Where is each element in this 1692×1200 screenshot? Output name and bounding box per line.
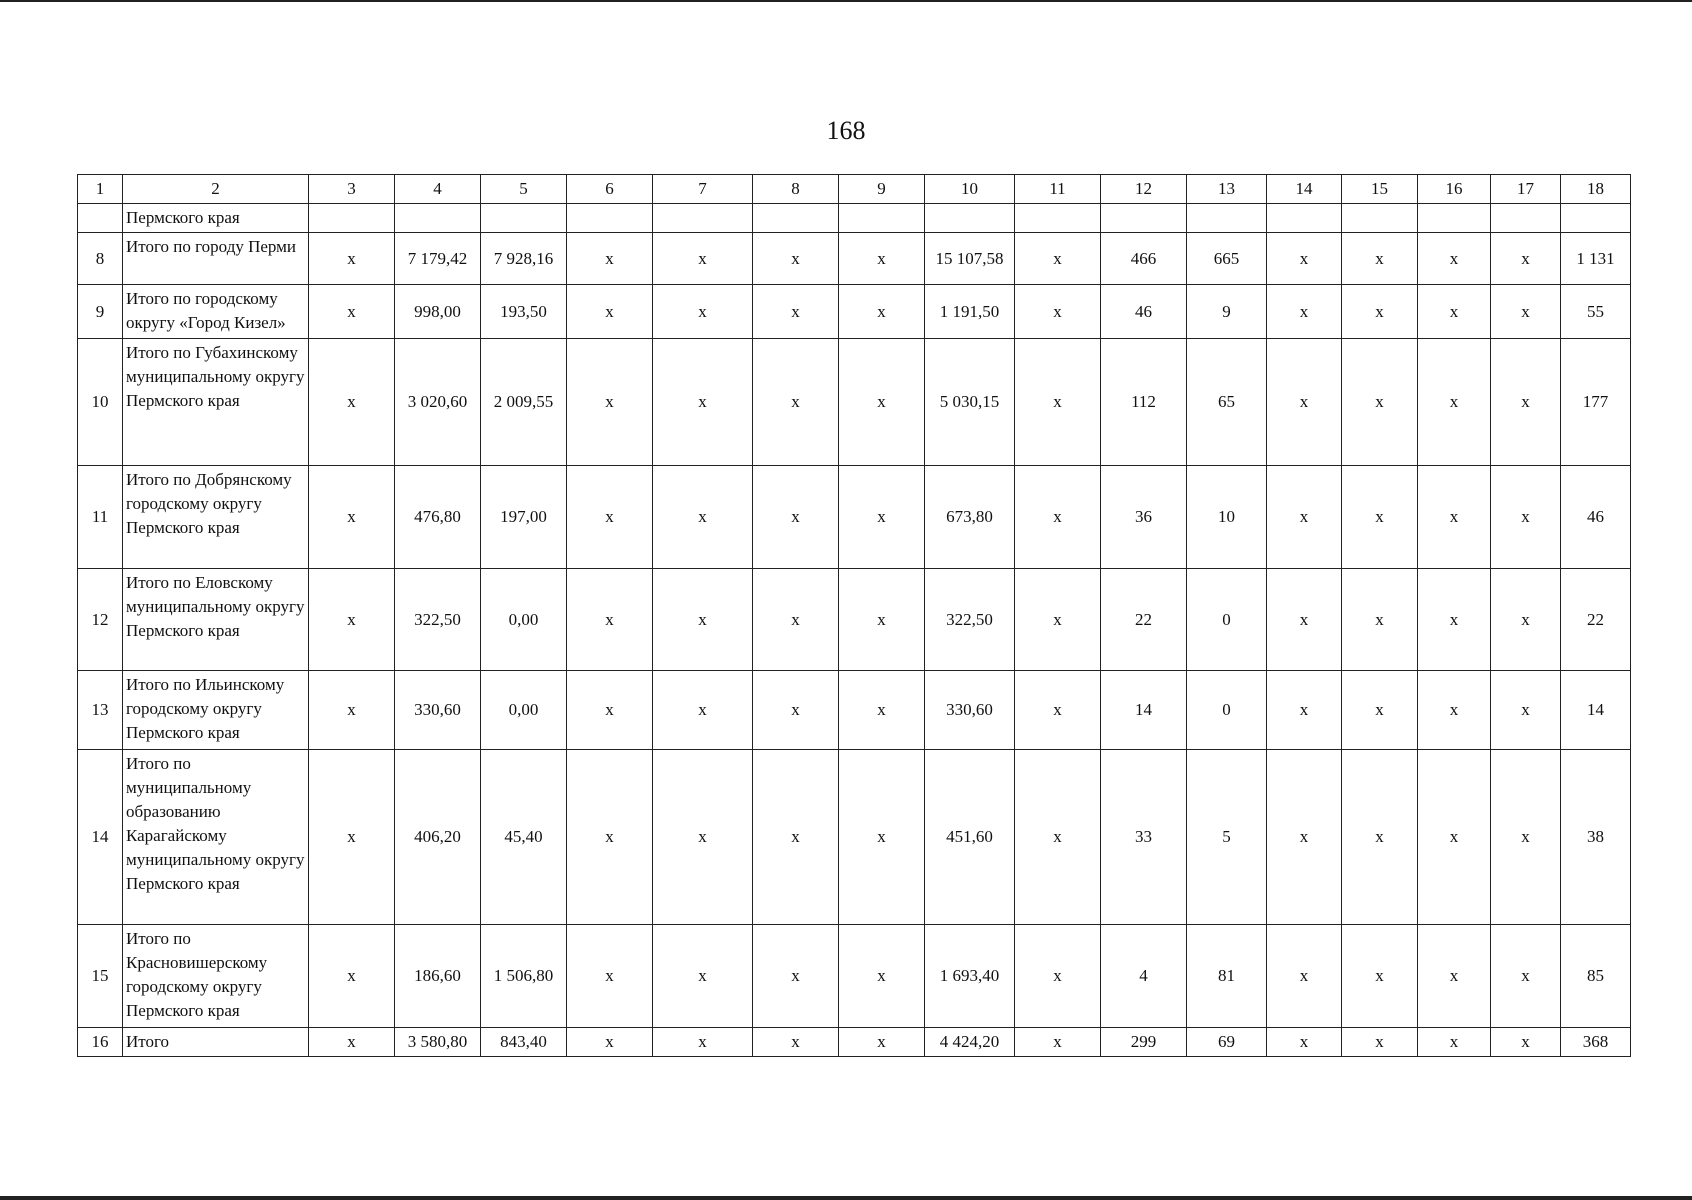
table-cell: 15 107,58 <box>925 233 1015 285</box>
table-cell: 998,00 <box>395 285 481 339</box>
table-row <box>78 671 1631 750</box>
table-cell: х <box>1342 285 1418 339</box>
column-header: 3 <box>309 175 395 204</box>
table-cell: х <box>753 339 839 466</box>
row-number-cell: 14 <box>78 750 123 925</box>
column-header: 2 <box>123 175 309 204</box>
table-cell: х <box>839 569 925 671</box>
table-cell <box>1187 204 1267 233</box>
table-cell: 330,60 <box>395 671 481 750</box>
column-header: 9 <box>839 175 925 204</box>
row-number-cell: 12 <box>78 569 123 671</box>
table-cell: х <box>1491 233 1561 285</box>
table-row <box>78 339 1631 466</box>
table-cell <box>309 204 395 233</box>
table-cell: 9 <box>1187 285 1267 339</box>
table-cell: х <box>1342 233 1418 285</box>
table-cell: 7 179,42 <box>395 233 481 285</box>
row-number-cell: 9 <box>78 285 123 339</box>
column-header: 8 <box>753 175 839 204</box>
table-cell: х <box>1267 339 1342 466</box>
table-cell: х <box>567 466 653 569</box>
table-cell: х <box>1491 466 1561 569</box>
table-cell: х <box>1015 466 1101 569</box>
row-name-cell: Итого по Ильинскому городскому округу Пермского края <box>123 671 309 750</box>
column-header: 18 <box>1561 175 1631 204</box>
table-cell: х <box>309 569 395 671</box>
table-cell: 22 <box>1561 569 1631 671</box>
table-cell: х <box>1491 569 1561 671</box>
table-cell: х <box>567 671 653 750</box>
table-cell: х <box>309 671 395 750</box>
table-cell: х <box>309 925 395 1028</box>
table-cell: х <box>1267 671 1342 750</box>
table-cell: 81 <box>1187 925 1267 1028</box>
table-cell: х <box>1267 1028 1342 1057</box>
table-cell: 36 <box>1101 466 1187 569</box>
table-cell: х <box>653 285 753 339</box>
table-cell: 0,00 <box>481 569 567 671</box>
table-cell: 186,60 <box>395 925 481 1028</box>
table-cell: х <box>1418 466 1491 569</box>
table-cell: х <box>309 339 395 466</box>
table-cell: 368 <box>1561 1028 1631 1057</box>
row-number-cell: 16 <box>78 1028 123 1057</box>
column-header: 17 <box>1491 175 1561 204</box>
table-cell: 406,20 <box>395 750 481 925</box>
table-cell: х <box>567 233 653 285</box>
table-cell: х <box>1342 466 1418 569</box>
table-cell: 197,00 <box>481 466 567 569</box>
table-cell: х <box>1342 339 1418 466</box>
table-cell: 322,50 <box>395 569 481 671</box>
table-cell: 466 <box>1101 233 1187 285</box>
data-table <box>77 174 1631 1057</box>
table-cell: х <box>1267 925 1342 1028</box>
table-cell: х <box>1491 671 1561 750</box>
column-header: 10 <box>925 175 1015 204</box>
table-cell: 5 <box>1187 750 1267 925</box>
table-cell: х <box>567 750 653 925</box>
table-cell: х <box>1267 285 1342 339</box>
table-cell <box>481 204 567 233</box>
table-cell: х <box>1015 671 1101 750</box>
table-cell <box>1267 204 1342 233</box>
table-cell: х <box>1418 750 1491 925</box>
table-cell: х <box>1015 339 1101 466</box>
table-cell: х <box>309 750 395 925</box>
table-cell: х <box>1015 233 1101 285</box>
table-row <box>78 466 1631 569</box>
row-name-cell: Итого по Губахинскому муниципальному округу Пермского края <box>123 339 309 466</box>
table-row <box>78 750 1631 925</box>
table-cell: х <box>1015 285 1101 339</box>
table-cell: 65 <box>1187 339 1267 466</box>
column-header: 15 <box>1342 175 1418 204</box>
table-cell: х <box>1418 339 1491 466</box>
table-row <box>78 233 1631 285</box>
table-cell: х <box>309 1028 395 1057</box>
table-cell: х <box>839 671 925 750</box>
table-cell: х <box>839 1028 925 1057</box>
table-cell: х <box>653 466 753 569</box>
table-cell: х <box>1418 1028 1491 1057</box>
table-cell: х <box>1418 233 1491 285</box>
column-header: 5 <box>481 175 567 204</box>
table-cell: 193,50 <box>481 285 567 339</box>
table-cell: 4 424,20 <box>925 1028 1015 1057</box>
table-cell: 476,80 <box>395 466 481 569</box>
table-cell: 0 <box>1187 671 1267 750</box>
table-cell: х <box>653 925 753 1028</box>
table-cell: х <box>753 285 839 339</box>
table-cell: х <box>753 1028 839 1057</box>
table-cell: х <box>839 233 925 285</box>
table-row <box>78 204 1631 233</box>
table-cell: 55 <box>1561 285 1631 339</box>
table-cell: х <box>753 466 839 569</box>
table-cell: х <box>839 339 925 466</box>
row-number-cell <box>78 204 123 233</box>
row-number-cell: 10 <box>78 339 123 466</box>
table-cell: 46 <box>1101 285 1187 339</box>
table-cell: 7 928,16 <box>481 233 567 285</box>
table-cell: х <box>753 569 839 671</box>
row-name-cell: Итого <box>123 1028 309 1057</box>
table-cell: 3 580,80 <box>395 1028 481 1057</box>
table-cell: х <box>1267 569 1342 671</box>
table-cell <box>753 204 839 233</box>
table-cell: х <box>653 339 753 466</box>
column-header: 4 <box>395 175 481 204</box>
table-cell: 177 <box>1561 339 1631 466</box>
table-cell: х <box>567 285 653 339</box>
column-header: 12 <box>1101 175 1187 204</box>
table-cell: х <box>1491 1028 1561 1057</box>
table-cell: 0,00 <box>481 671 567 750</box>
table-cell: х <box>1418 569 1491 671</box>
table-cell: х <box>839 285 925 339</box>
table-cell: х <box>653 750 753 925</box>
table-cell: х <box>1015 1028 1101 1057</box>
table-cell: 10 <box>1187 466 1267 569</box>
table-cell <box>839 204 925 233</box>
table-cell: 38 <box>1561 750 1631 925</box>
table-cell: х <box>567 569 653 671</box>
table-cell: 0 <box>1187 569 1267 671</box>
column-header: 6 <box>567 175 653 204</box>
table-cell: х <box>1418 671 1491 750</box>
table-cell: 2 009,55 <box>481 339 567 466</box>
row-number-cell: 8 <box>78 233 123 285</box>
table-cell <box>1418 204 1491 233</box>
row-name-cell: Итого по Красновишерскому городскому округу Пермского края <box>123 925 309 1028</box>
row-number-cell: 11 <box>78 466 123 569</box>
scan-bottom-edge <box>0 1196 1692 1200</box>
table-cell: х <box>1015 925 1101 1028</box>
table-cell: х <box>753 750 839 925</box>
table-cell: х <box>653 569 753 671</box>
table-cell <box>1015 204 1101 233</box>
table-row <box>78 569 1631 671</box>
table-cell: х <box>1342 925 1418 1028</box>
table-header-row <box>78 175 1631 204</box>
scan-top-edge <box>0 0 1692 2</box>
table-cell: х <box>309 285 395 339</box>
table-cell: х <box>1491 925 1561 1028</box>
table-cell <box>1342 204 1418 233</box>
table-cell: х <box>567 1028 653 1057</box>
table-cell: х <box>1015 750 1101 925</box>
table-cell: 322,50 <box>925 569 1015 671</box>
table-cell: х <box>1342 750 1418 925</box>
table-cell: х <box>1491 750 1561 925</box>
table-row <box>78 285 1631 339</box>
table-cell <box>1561 204 1631 233</box>
table-cell: х <box>653 1028 753 1057</box>
table-cell: х <box>1342 569 1418 671</box>
table-cell: 299 <box>1101 1028 1187 1057</box>
table-cell: 22 <box>1101 569 1187 671</box>
table-cell <box>925 204 1015 233</box>
table-cell: х <box>1342 671 1418 750</box>
table-cell: 3 020,60 <box>395 339 481 466</box>
table-cell: 5 030,15 <box>925 339 1015 466</box>
table-cell: 451,60 <box>925 750 1015 925</box>
table-cell: х <box>1342 1028 1418 1057</box>
table-cell: 69 <box>1187 1028 1267 1057</box>
table-cell: х <box>653 233 753 285</box>
row-name-cell: Пермского края <box>123 204 309 233</box>
table-cell: 843,40 <box>481 1028 567 1057</box>
column-header: 14 <box>1267 175 1342 204</box>
table-cell: х <box>839 466 925 569</box>
table-cell: х <box>839 925 925 1028</box>
table-cell: 330,60 <box>925 671 1015 750</box>
table-cell: 4 <box>1101 925 1187 1028</box>
table-cell: 665 <box>1187 233 1267 285</box>
table-cell: 1 131 <box>1561 233 1631 285</box>
table-cell: х <box>1418 285 1491 339</box>
table-cell: 1 191,50 <box>925 285 1015 339</box>
table-cell: х <box>753 233 839 285</box>
table-cell <box>1491 204 1561 233</box>
table-cell <box>1101 204 1187 233</box>
table-cell <box>653 204 753 233</box>
table-cell: 46 <box>1561 466 1631 569</box>
table-cell: 14 <box>1561 671 1631 750</box>
table-row <box>78 1028 1631 1057</box>
column-header: 13 <box>1187 175 1267 204</box>
table-cell: 45,40 <box>481 750 567 925</box>
table-cell: х <box>753 671 839 750</box>
table-cell: х <box>1491 285 1561 339</box>
column-header: 16 <box>1418 175 1491 204</box>
table-cell: х <box>839 750 925 925</box>
table-cell: 33 <box>1101 750 1187 925</box>
column-header: 7 <box>653 175 753 204</box>
table-cell: х <box>1267 233 1342 285</box>
table-cell: х <box>1418 925 1491 1028</box>
row-name-cell: Итого по городскому округу «Город Кизел» <box>123 285 309 339</box>
column-header: 11 <box>1015 175 1101 204</box>
row-name-cell: Итого по муниципальному образованию Карагайскому муниципальному округу Пермского края <box>123 750 309 925</box>
row-name-cell: Итого по Еловскому муниципальному округу Пермского края <box>123 569 309 671</box>
table-cell: 673,80 <box>925 466 1015 569</box>
row-number-cell: 13 <box>78 671 123 750</box>
table-cell: 85 <box>1561 925 1631 1028</box>
table-cell: 14 <box>1101 671 1187 750</box>
row-number-cell: 15 <box>78 925 123 1028</box>
page-number: 168 <box>826 116 866 145</box>
table-cell: 112 <box>1101 339 1187 466</box>
table-cell <box>567 204 653 233</box>
table-row <box>78 925 1631 1028</box>
table-cell <box>395 204 481 233</box>
table-cell: х <box>753 925 839 1028</box>
column-header: 1 <box>78 175 123 204</box>
table-cell: х <box>1491 339 1561 466</box>
row-name-cell: Итого по городу Перми <box>123 233 309 285</box>
table-cell: х <box>567 339 653 466</box>
row-name-cell: Итого по Добрянскому городскому округу Пермского края <box>123 466 309 569</box>
table-cell: 1 506,80 <box>481 925 567 1028</box>
table-cell: х <box>567 925 653 1028</box>
table-cell: х <box>309 466 395 569</box>
table-cell: х <box>1267 466 1342 569</box>
table-cell: 1 693,40 <box>925 925 1015 1028</box>
table-cell: х <box>309 233 395 285</box>
table-cell: х <box>1267 750 1342 925</box>
table-cell: х <box>653 671 753 750</box>
table-cell: х <box>1015 569 1101 671</box>
